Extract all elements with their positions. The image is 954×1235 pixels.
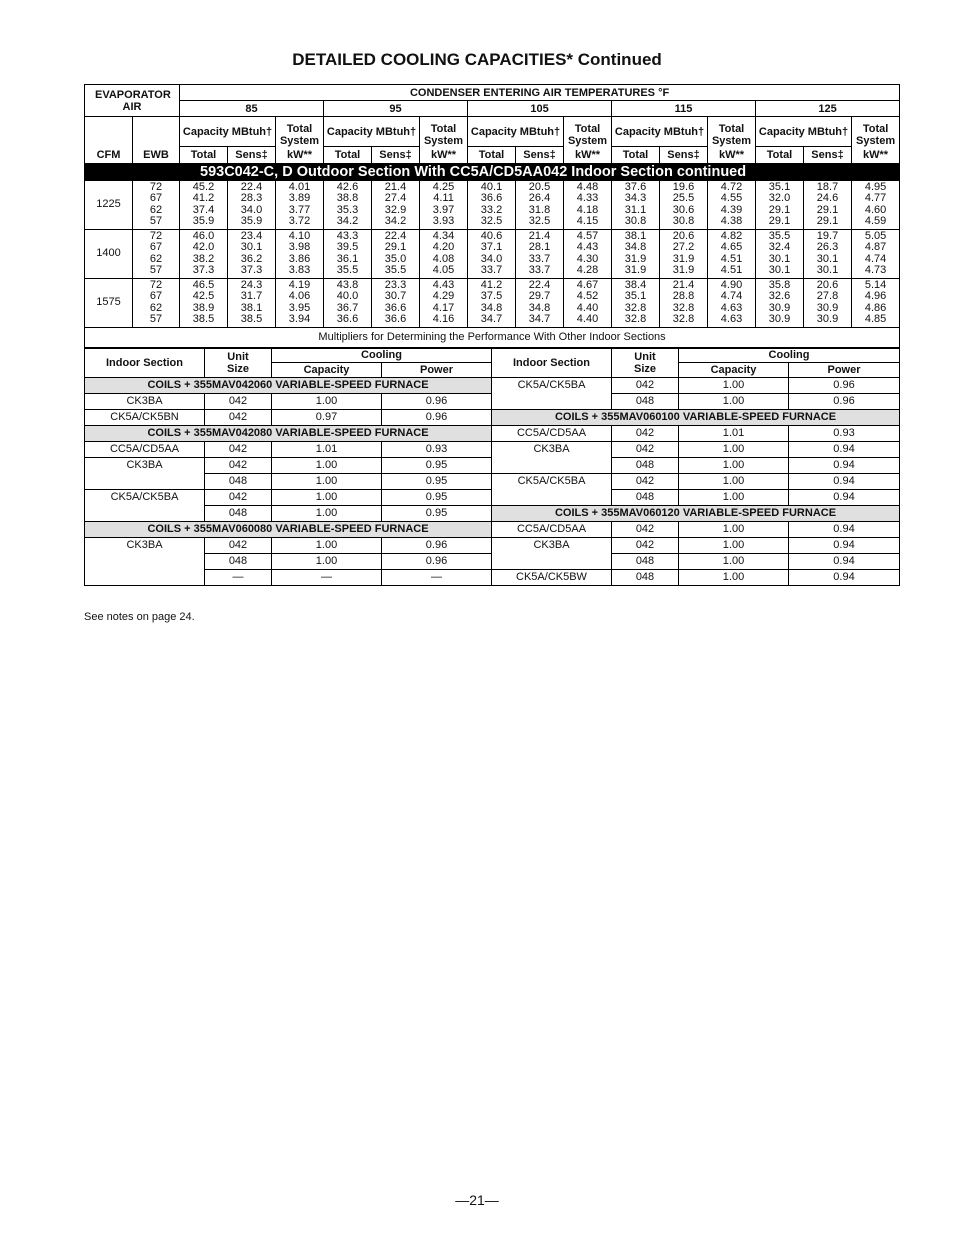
value-cell: 35.8 32.6 30.9 30.9 xyxy=(756,278,804,327)
temperature-header-row xyxy=(85,101,900,117)
value-cell: 18.7 24.6 29.1 29.1 xyxy=(804,181,852,230)
unit-size-cell: 042 xyxy=(205,409,272,425)
kw-header: kW** xyxy=(863,148,889,161)
furnace-group-header: COILS + 355MAV060080 VARIABLE-SPEED FURNACE xyxy=(85,521,492,537)
capacity-cell: 1.00 xyxy=(272,505,382,521)
unit-size-cell: 042 xyxy=(205,441,272,457)
temp-header: 115 xyxy=(612,101,756,117)
power-cell: 0.93 xyxy=(789,425,900,441)
value-cell: 5.05 4.87 4.74 4.73 xyxy=(864,229,887,276)
multiplier-row xyxy=(85,473,900,489)
capacity-cell: 1.00 xyxy=(679,457,789,473)
capacity-cell: 1.00 xyxy=(272,473,382,489)
cfm-header: CFM xyxy=(85,147,133,163)
indoor-section-cell xyxy=(492,553,612,569)
value-cell: 41.2 37.5 34.8 34.7 xyxy=(468,278,516,327)
ewb-cell: 72 67 62 57 xyxy=(133,181,180,230)
ewb-cell: 72 67 62 57 xyxy=(133,229,180,278)
value-cell: 4.43 4.29 4.17 4.16 xyxy=(420,278,468,327)
indoor-section-cell xyxy=(85,553,205,569)
indoor-section-cell: CC5A/CD5AA xyxy=(492,521,612,537)
table-row xyxy=(85,229,900,278)
kw-header: kW** xyxy=(420,147,468,163)
value-cell: 21.4 28.1 33.7 33.7 xyxy=(516,229,564,278)
temp-header: 125 xyxy=(756,101,900,117)
sens-header: Sens‡ xyxy=(516,147,564,163)
indoor-section-cell: CK5A/CK5BW xyxy=(492,569,612,585)
power-cell: 0.94 xyxy=(789,569,900,585)
page-title: DETAILED COOLING CAPACITIES* Continued xyxy=(292,50,662,69)
capacity-cell: 1.00 xyxy=(679,553,789,569)
power-cell: 0.94 xyxy=(789,553,900,569)
multiplier-row xyxy=(85,393,900,409)
cfm-cell: 1400 xyxy=(85,229,133,278)
value-cell: 4.72 4.55 4.39 4.38 xyxy=(708,181,756,230)
section-title: 593C042-C, D Outdoor Section With CC5A/CD5AA042 Indoor Section continued xyxy=(200,163,747,180)
sens-header: Sens‡ xyxy=(660,147,708,163)
unit-size-cell: 048 xyxy=(612,457,679,473)
capacity-cell: 1.00 xyxy=(679,569,789,585)
value-cell: 22.4 29.7 34.8 34.7 xyxy=(516,278,564,327)
multiplier-row xyxy=(85,521,900,537)
capacity-cell: 1.00 xyxy=(679,377,789,393)
capacity-table-container xyxy=(84,84,899,586)
sens-header: Sens‡ xyxy=(372,147,420,163)
value-cell: 23.4 30.1 36.2 37.3 xyxy=(228,229,276,278)
value-cell: 19.7 26.3 30.1 30.1 xyxy=(804,229,852,278)
value-cell: 22.4 28.3 34.0 35.9 xyxy=(228,181,276,230)
value-cell: 4.48 4.33 4.18 4.15 xyxy=(564,181,612,230)
indoor-section-cell: CC5A/CD5AA xyxy=(492,425,612,441)
value-cell: 4.25 4.11 3.97 3.93 xyxy=(420,181,468,230)
indoor-section-cell xyxy=(492,489,612,505)
unit-size-cell: 048 xyxy=(612,489,679,505)
unit-size-cell: 042 xyxy=(612,377,679,393)
furnace-group-header: COILS + 355MAV042060 VARIABLE-SPEED FURNACE xyxy=(85,377,492,393)
temp-header: 105 xyxy=(468,101,612,117)
capacity-mbtuh-header: Capacity MBtuh† xyxy=(324,117,420,147)
power-cell: 0.93 xyxy=(382,441,492,457)
power-cell: 0.95 xyxy=(382,473,492,489)
power-cell: 0.96 xyxy=(789,393,900,409)
temp-header: 95 xyxy=(324,101,468,117)
furnace-group-header: COILS + 355MAV060100 VARIABLE-SPEED FURNACE xyxy=(492,409,900,425)
multiplier-row xyxy=(85,537,900,553)
unit-size-header: Unit Size xyxy=(612,348,679,377)
value-cell: 40.6 37.1 34.0 33.7 xyxy=(468,229,516,278)
sens-header: Sens‡ xyxy=(228,147,276,163)
value-cell: 4.57 4.43 4.30 4.28 xyxy=(564,229,612,278)
condenser-temps-header: CONDENSER ENTERING AIR TEMPERATURES °F xyxy=(180,85,900,101)
cooling-header: Cooling xyxy=(272,348,492,362)
capacity-cell: 1.00 xyxy=(272,457,382,473)
multipliers-body xyxy=(85,377,900,585)
section-title-bar xyxy=(85,163,900,181)
value-cell: 43.3 39.5 36.1 35.5 xyxy=(324,229,372,278)
furnace-group-header: COILS + 355MAV060120 VARIABLE-SPEED FURNACE xyxy=(492,505,900,521)
indoor-section-cell: CK3BA xyxy=(85,537,205,553)
indoor-section-header: Indoor Section xyxy=(85,348,205,377)
indoor-section-cell xyxy=(85,569,205,585)
value-cell: 45.2 41.2 37.4 35.9 xyxy=(180,181,228,230)
cfm-cell: 1225 xyxy=(85,181,133,230)
kw-header: kW** xyxy=(708,147,756,163)
value-cell: 35.5 32.4 30.1 30.1 xyxy=(756,229,804,278)
total-header: Total xyxy=(756,147,804,163)
indoor-section-cell: CK5A/CK5BA xyxy=(492,377,612,393)
sens-header: Sens‡ xyxy=(804,147,852,163)
capacity-mbtuh-header: Capacity MBtuh† xyxy=(756,117,852,147)
capacity-mbtuh-header: Capacity MBtuh† xyxy=(180,117,276,147)
capacity-cell: 1.00 xyxy=(272,537,382,553)
power-cell: 0.96 xyxy=(382,553,492,569)
footnote: See notes on page 24. xyxy=(84,611,195,623)
temp-header: 85 xyxy=(180,101,324,117)
indoor-section-cell xyxy=(492,393,612,409)
unit-size-cell: 048 xyxy=(205,505,272,521)
value-cell: 4.90 4.74 4.63 4.63 xyxy=(708,278,756,327)
value-cell: 42.6 38.8 35.3 34.2 xyxy=(324,181,372,230)
unit-size-cell: 048 xyxy=(612,553,679,569)
multiplier-row xyxy=(85,457,900,473)
power-cell: 0.96 xyxy=(789,377,900,393)
ewb-header: EWB xyxy=(133,147,180,163)
value-cell: 38.4 35.1 32.8 32.8 xyxy=(612,278,660,327)
indoor-section-cell xyxy=(492,457,612,473)
multiplier-row xyxy=(85,425,900,441)
table-row xyxy=(85,181,900,230)
unit-size-cell: 042 xyxy=(612,473,679,489)
unit-size-cell: 048 xyxy=(612,393,679,409)
capacity-cell: 1.00 xyxy=(272,393,382,409)
multiplier-row xyxy=(85,377,900,393)
multipliers-table xyxy=(84,348,900,586)
indoor-section-cell: CK3BA xyxy=(492,441,612,457)
value-cell: 4.19 4.06 3.95 3.94 xyxy=(276,278,324,327)
value-cell: 4.34 4.20 4.08 4.05 xyxy=(420,229,468,278)
power-cell: 0.94 xyxy=(789,457,900,473)
value-cell: 24.3 31.7 38.1 38.5 xyxy=(228,278,276,327)
total-system-header: Total System xyxy=(564,117,612,147)
power-header: Power xyxy=(789,362,900,377)
total-header: Total xyxy=(612,147,660,163)
total-system-header: Total System xyxy=(420,117,468,147)
unit-size-cell: 042 xyxy=(205,457,272,473)
multiplier-row xyxy=(85,409,900,425)
multipliers-caption: Multipliers for Determining the Performance With Other Indoor Sections xyxy=(318,331,666,343)
multiplier-row xyxy=(85,553,900,569)
capacity-header: Capacity xyxy=(272,362,382,377)
value-cell: 20.6 27.2 31.9 31.9 xyxy=(660,229,708,278)
value-cell: 20.6 27.8 30.9 30.9 xyxy=(804,278,852,327)
capacity-cell: 1.01 xyxy=(272,441,382,457)
value-cell: 37.6 34.3 31.1 30.8 xyxy=(612,181,660,230)
capacity-header-row xyxy=(85,117,900,147)
value-cell: 5.14 4.96 4.86 4.85 xyxy=(864,278,887,325)
power-cell: 0.94 xyxy=(789,537,900,553)
value-cell: 38.1 34.8 31.9 31.9 xyxy=(612,229,660,278)
capacity-cell: 1.00 xyxy=(272,489,382,505)
unit-size-cell: 042 xyxy=(612,521,679,537)
power-cell: 0.96 xyxy=(382,393,492,409)
total-system-header: Total System xyxy=(855,122,896,147)
capacity-data-body xyxy=(85,181,900,328)
cooling-header: Cooling xyxy=(679,348,900,362)
value-cell: 22.4 29.1 35.0 35.5 xyxy=(372,229,420,278)
value-cell: 46.5 42.5 38.9 38.5 xyxy=(180,278,228,327)
evaporator-air-header: EVAPORATOR AIR xyxy=(85,85,180,117)
value-cell: 46.0 42.0 38.2 37.3 xyxy=(180,229,228,278)
power-header: Power xyxy=(382,362,492,377)
capacity-cell: 1.00 xyxy=(272,553,382,569)
capacity-cell: 0.97 xyxy=(272,409,382,425)
power-cell: 0.94 xyxy=(789,441,900,457)
unit-size-cell: 042 xyxy=(612,537,679,553)
capacity-cell: 1.01 xyxy=(679,425,789,441)
unit-size-cell: 042 xyxy=(205,393,272,409)
cfm-cell: 1575 xyxy=(85,278,133,327)
value-cell: 4.67 4.52 4.40 4.40 xyxy=(564,278,612,327)
kw-header: kW** xyxy=(564,147,612,163)
indoor-section-cell: CK3BA xyxy=(85,457,205,473)
power-cell: — xyxy=(382,569,492,585)
unit-size-header: Unit Size xyxy=(205,348,272,377)
indoor-section-cell: CK3BA xyxy=(85,393,205,409)
power-cell: 0.94 xyxy=(789,489,900,505)
indoor-section-cell: CC5A/CD5AA xyxy=(85,441,205,457)
indoor-section-cell: CK3BA xyxy=(492,537,612,553)
capacity-cell: 1.00 xyxy=(679,489,789,505)
capacity-mbtuh-header: Capacity MBtuh† xyxy=(468,117,564,147)
value-cell: 19.6 25.5 30.6 30.8 xyxy=(660,181,708,230)
capacity-cell: 1.00 xyxy=(679,393,789,409)
multiplier-row xyxy=(85,569,900,585)
unit-size-cell: 042 xyxy=(612,425,679,441)
power-cell: 0.94 xyxy=(789,473,900,489)
power-cell: 0.96 xyxy=(382,409,492,425)
ewb-cell: 72 67 62 57 xyxy=(133,278,180,327)
capacity-cell: 1.00 xyxy=(679,473,789,489)
total-system-header: Total System xyxy=(276,117,324,147)
capacity-header: Capacity xyxy=(679,362,789,377)
indoor-section-cell: CK5A/CK5BA xyxy=(492,473,612,489)
table-row xyxy=(85,278,900,327)
multiplier-row xyxy=(85,489,900,505)
value-cell: 23.3 30.7 36.6 36.6 xyxy=(372,278,420,327)
capacity-cell: 1.00 xyxy=(679,441,789,457)
value-cell: 4.95 4.77 4.60 4.59 xyxy=(864,180,887,227)
power-cell: 0.94 xyxy=(789,521,900,537)
capacity-mbtuh-header: Capacity MBtuh† xyxy=(612,117,708,147)
multiplier-row xyxy=(85,441,900,457)
indoor-section-cell xyxy=(85,473,205,489)
total-header: Total xyxy=(324,147,372,163)
total-header: Total xyxy=(180,147,228,163)
unit-size-cell: — xyxy=(205,569,272,585)
value-cell: 4.10 3.98 3.86 3.83 xyxy=(276,229,324,278)
unit-size-cell: 042 xyxy=(205,489,272,505)
multiplier-row xyxy=(85,505,900,521)
capacity-cell: 1.00 xyxy=(679,537,789,553)
value-cell: 4.82 4.65 4.51 4.51 xyxy=(708,229,756,278)
value-cell: 4.01 3.89 3.77 3.72 xyxy=(276,181,324,230)
unit-size-cell: 048 xyxy=(612,569,679,585)
value-cell: 40.1 36.6 33.2 32.5 xyxy=(468,181,516,230)
capacity-cell: — xyxy=(272,569,382,585)
power-cell: 0.96 xyxy=(382,537,492,553)
power-cell: 0.95 xyxy=(382,489,492,505)
page-number: —21— xyxy=(455,1192,499,1208)
column-header-row xyxy=(85,147,900,163)
total-system-header: Total System xyxy=(708,117,756,147)
kw-header: kW** xyxy=(276,147,324,163)
value-cell: 21.4 27.4 32.9 34.2 xyxy=(372,181,420,230)
cooling-capacity-table xyxy=(84,84,900,348)
value-cell: 20.5 26.4 31.8 32.5 xyxy=(516,181,564,230)
indoor-section-cell: CK5A/CK5BA xyxy=(85,489,205,505)
unit-size-cell: 048 xyxy=(205,553,272,569)
indoor-section-cell: CK5A/CK5BN xyxy=(85,409,205,425)
power-cell: 0.95 xyxy=(382,505,492,521)
value-cell: 43.8 40.0 36.7 36.6 xyxy=(324,278,372,327)
value-cell: 35.1 32.0 29.1 29.1 xyxy=(756,181,804,230)
power-cell: 0.95 xyxy=(382,457,492,473)
value-cell: 21.4 28.8 32.8 32.8 xyxy=(660,278,708,327)
capacity-cell: 1.00 xyxy=(679,521,789,537)
unit-size-cell: 048 xyxy=(205,473,272,489)
indoor-section-cell xyxy=(85,505,205,521)
indoor-section-header: Indoor Section xyxy=(492,348,612,377)
unit-size-cell: 042 xyxy=(205,537,272,553)
total-header: Total xyxy=(468,147,516,163)
unit-size-cell: 042 xyxy=(612,441,679,457)
furnace-group-header: COILS + 355MAV042080 VARIABLE-SPEED FURNACE xyxy=(85,425,492,441)
